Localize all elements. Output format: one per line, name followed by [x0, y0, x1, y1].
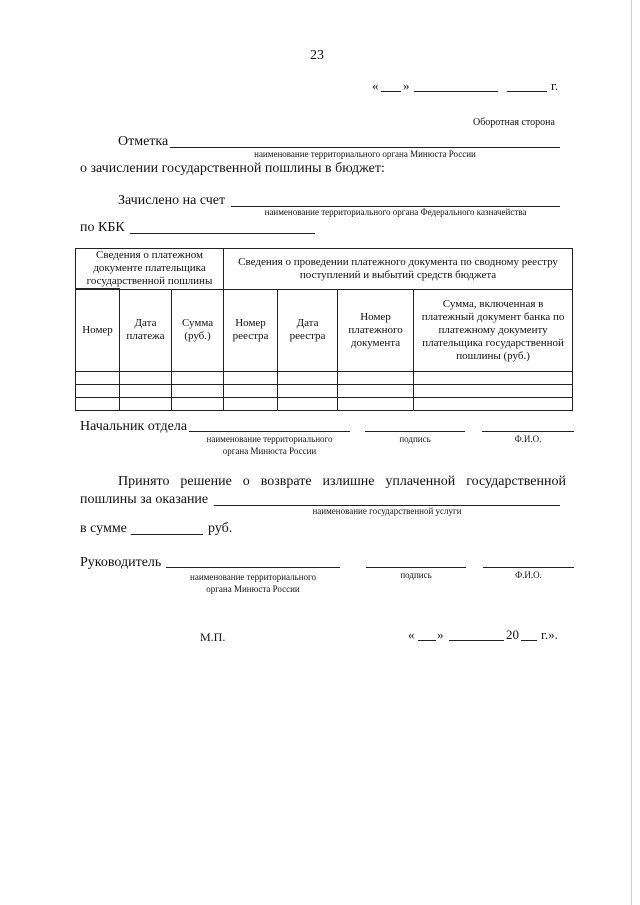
col-register-number: Номер реестра	[224, 289, 278, 372]
director-signature-field[interactable]	[366, 567, 466, 568]
head-org-caption-1: наименование территориального	[206, 434, 333, 444]
director-name-caption: Ф.И.О.	[515, 570, 542, 580]
date-year-suffix: г.	[551, 78, 559, 93]
date-year-field[interactable]	[507, 91, 547, 92]
date-close-quote: »	[403, 78, 410, 93]
head-name-field[interactable]	[482, 431, 574, 432]
decision-text-line1: Принято решение о возврате излишне уплаченной государственной	[118, 474, 566, 489]
credited-caption: наименование территориального органа Федерального казначейства	[264, 207, 527, 217]
table-group-payer-document: Сведения о платежном документе плательщика государственной пошлины	[76, 249, 224, 290]
credited-label: Зачислено на счет	[118, 193, 226, 208]
col-register-date: Дата реестра	[278, 289, 338, 372]
col-amount: Сумма (руб.)	[172, 289, 224, 372]
amount-unit: руб.	[208, 521, 233, 536]
head-signature-field[interactable]	[365, 431, 465, 432]
payment-register-table	[75, 248, 573, 411]
director-name-field[interactable]	[483, 567, 574, 568]
director-org-caption-1: наименование территориального	[190, 572, 316, 582]
final-date-year-field[interactable]	[521, 640, 537, 641]
director-org-caption-2: органа Минюста России	[206, 584, 300, 594]
page-number: 23	[310, 48, 324, 63]
page-edge	[631, 0, 632, 905]
col-number: Номер	[76, 289, 120, 372]
mark-field[interactable]	[170, 147, 560, 148]
amount-label: в сумме	[80, 521, 127, 536]
decision-text-line2: пошлины за оказание	[80, 492, 209, 507]
date-month-field[interactable]	[414, 91, 498, 92]
final-date-suffix: г.».	[541, 627, 558, 642]
final-date-day-field[interactable]	[418, 640, 436, 641]
date-open-quote: «	[372, 78, 379, 93]
final-date-month-field[interactable]	[449, 640, 504, 641]
stamp-place: М.П.	[200, 630, 226, 644]
head-org-caption-2: органа Минюста России	[222, 446, 317, 456]
date-day-field[interactable]	[381, 91, 401, 92]
head-name-caption: Ф.И.О.	[514, 434, 542, 444]
director-org-field[interactable]	[166, 567, 340, 568]
col-included-amount: Сумма, включенная в платежный документ банка по платежному документу плательщика государственной пошлины (руб.)	[414, 289, 573, 372]
kbk-field[interactable]	[130, 233, 315, 234]
col-payment-date: Дата платежа	[120, 289, 172, 372]
director-label: Руководитель	[80, 555, 162, 570]
final-date-close-quote: »	[437, 627, 444, 642]
enrollment-title: о зачислении государственной пошлины в бюджет:	[80, 161, 385, 176]
reverse-side-label: Оборотная сторона	[473, 117, 555, 128]
mark-label: Отметка	[118, 134, 169, 149]
head-signature-caption: подпись	[399, 434, 431, 444]
final-date-open-quote: «	[408, 627, 415, 642]
kbk-label: по КБК	[80, 220, 125, 235]
table-row	[76, 385, 573, 398]
final-date-century: 20	[506, 627, 519, 642]
table-group-register: Сведения о проведении платежного документа по сводному реестру поступлений и выбытий средств бюджета	[224, 249, 573, 290]
table-row	[76, 372, 573, 385]
service-caption: наименование государственной услуги	[312, 506, 462, 516]
col-payment-doc-number: Номер платежного документа	[338, 289, 414, 372]
mark-caption: наименование территориального органа Минюста России	[254, 149, 476, 159]
director-signature-caption: подпись	[400, 570, 432, 580]
table-row	[76, 398, 573, 411]
head-of-department-label: Начальник отдела	[80, 419, 188, 434]
amount-field[interactable]	[131, 534, 203, 535]
head-org-field[interactable]	[189, 431, 350, 432]
